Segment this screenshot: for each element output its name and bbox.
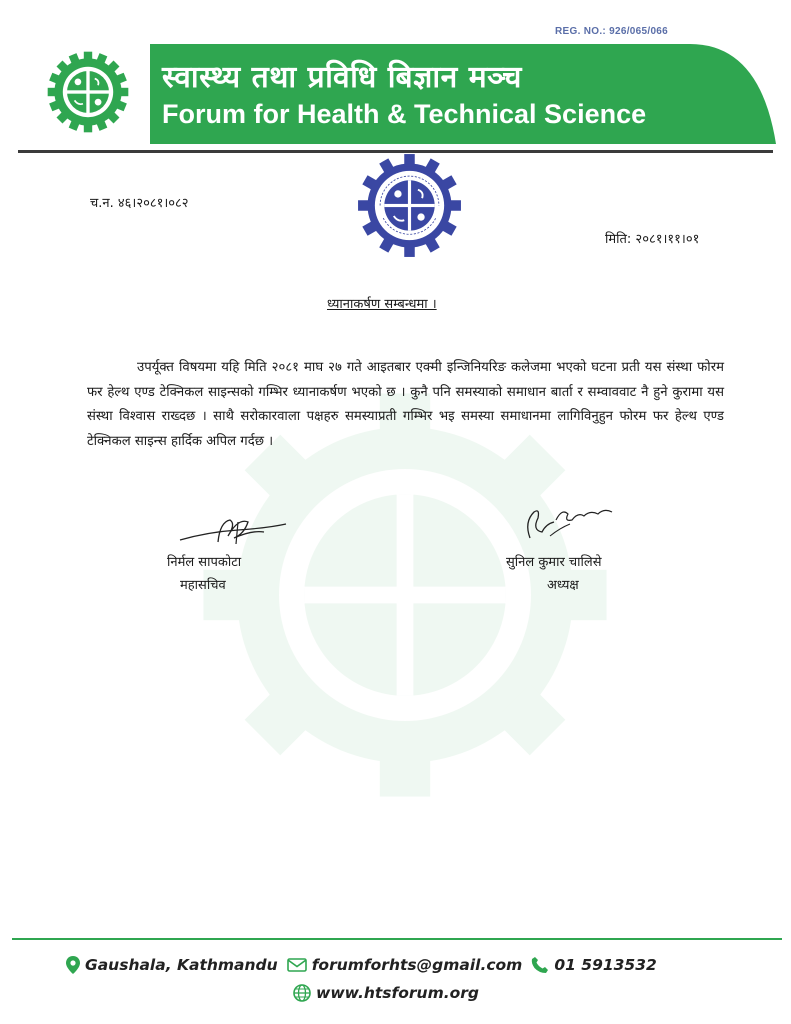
signatory-name-left: निर्मल सापकोटा (167, 555, 242, 570)
reference-number: च.न. ४६।२०८१।०८२ (90, 196, 189, 211)
registration-number: REG. NO.: 926/065/066 (555, 26, 669, 37)
footer-divider (12, 938, 782, 940)
globe-icon (293, 984, 311, 1002)
footer-email[interactable]: forumforhts@gmail.com (311, 956, 523, 974)
footer-contact-row (66, 955, 657, 975)
signature-left (178, 512, 288, 552)
signatory-title-right: अध्यक्ष (547, 578, 579, 593)
signatory-name-right: सुनिल कुमार चालिसे (506, 555, 602, 570)
footer-address: Gaushala, Kathmandu (85, 956, 278, 974)
signatory-title-left: महासचिव (180, 578, 226, 593)
signature-right (520, 500, 620, 545)
footer-website-row (293, 983, 479, 1003)
forum-logo-icon (46, 50, 130, 134)
center-seal-logo-icon (357, 153, 462, 258)
letter-body (87, 356, 724, 454)
phone-icon (531, 956, 549, 974)
envelope-icon (287, 958, 307, 972)
letter-date: मिति: २०८१।११।०१ (605, 232, 700, 247)
location-pin-icon (66, 956, 80, 974)
body-paragraph: उपर्यूक्त विषयमा यहि मिति २०८१ माघ २७ गते आइतबार एक्मी इन्जिनियरिङ कलेजमा भएको घटना प्रती यस संस्था फोरम फर हेल्थ एण्ड टेक्निकल साइन्सको गम्भिर ध्यानाकर्षण भएको छ । कुनै पनि समस्याको समाधान बार्ता र सम्वाववाट नै हुने कुरामा यस संस्था विश्वास राख्दछ । साथै सरोकारवाला पक्षहरु समस्याप्रती गम्भिर भइ समस्या समाधानमा लागिविनुहुन फोरम फर हेल्थ एण्ड टेक्निकल साइन्स हार्दिक अपिल गर्दछ । (87, 360, 724, 449)
organization-name-english: Forum for Health & Technical Science (162, 99, 647, 129)
footer-website[interactable]: www.htsforum.org (316, 984, 480, 1002)
footer-phone[interactable]: 01 5913532 (554, 956, 657, 974)
letter-subject: ध्यानाकर्षण सम्बन्धमा । (327, 297, 437, 312)
organization-name-nepali: स्वास्थ्य तथा प्रविधि बिज्ञान मञ्च (162, 60, 522, 95)
